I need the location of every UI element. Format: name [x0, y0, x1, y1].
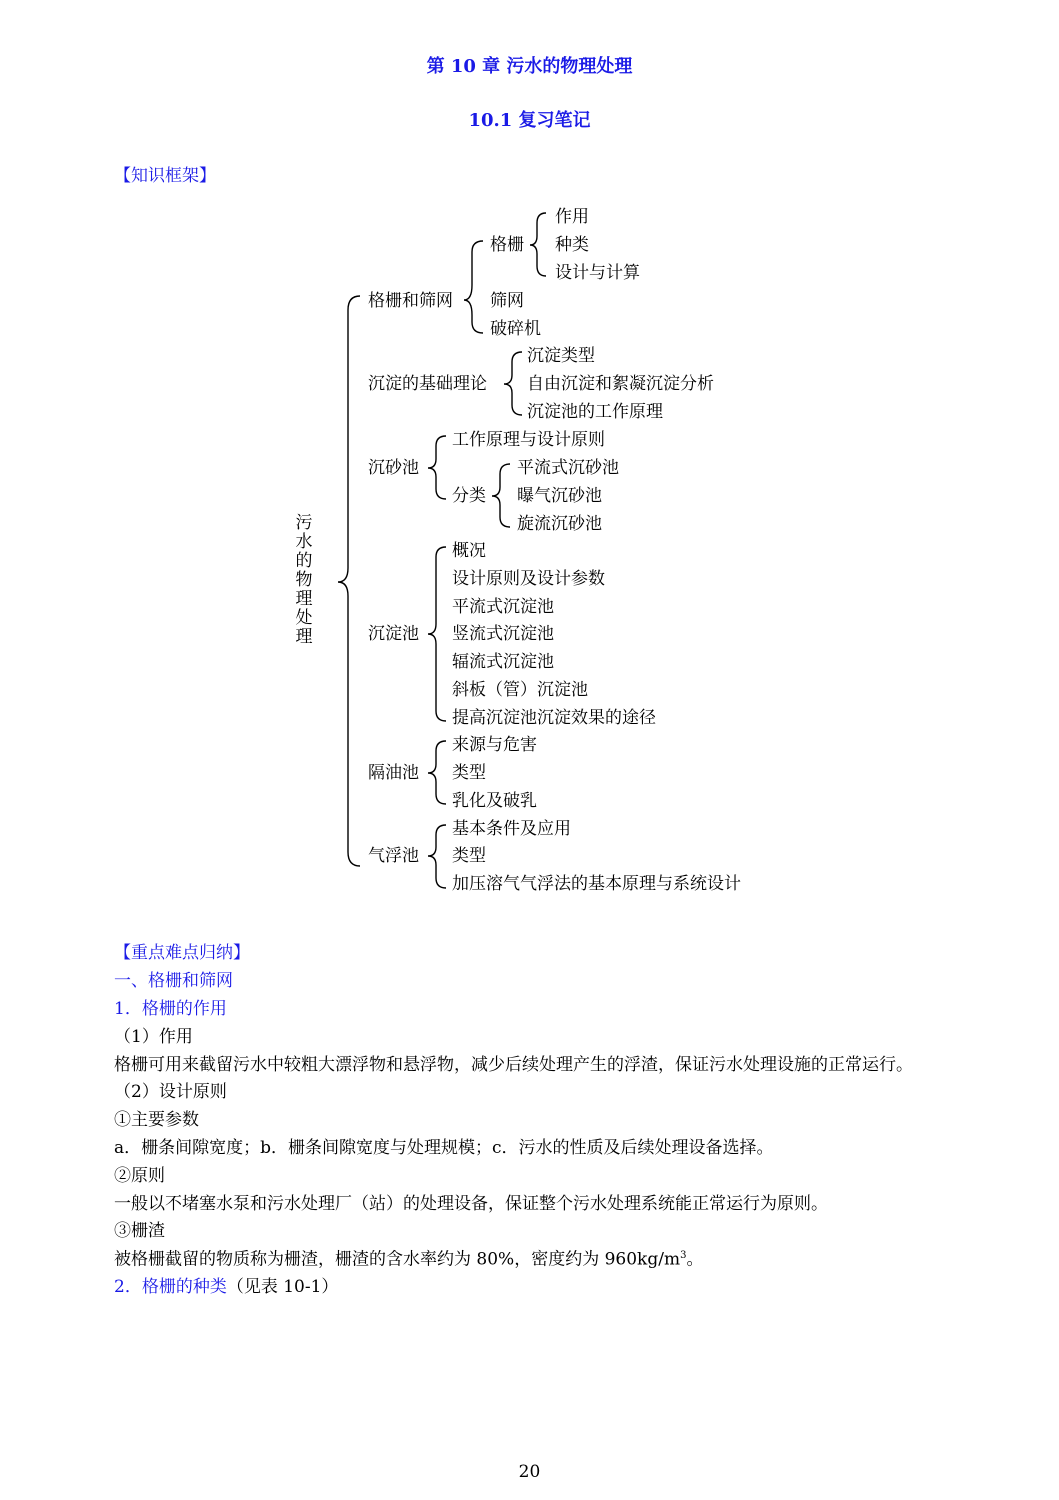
root-char: 理	[295, 589, 313, 609]
point-title: ③栅渣	[114, 1221, 165, 1241]
node-item: 乳化及破乳	[452, 791, 537, 811]
node-flotation: 气浮池	[368, 846, 419, 866]
node-item: 自由沉淀和絮凝沉淀分析	[527, 374, 714, 394]
node-grille-screen: 格栅和筛网	[368, 291, 453, 311]
node-item: 提高沉淀池沉淀效果的途径	[452, 708, 656, 728]
node-sedimentation-theory: 沉淀的基础理论	[368, 374, 487, 394]
node-grit-chamber: 沉砂池	[368, 458, 419, 478]
root-char: 污	[295, 513, 313, 533]
node-item: 设计与计算	[555, 263, 640, 283]
superscript: 3	[680, 1250, 687, 1261]
paragraph: 一般以不堵塞水泵和污水处理厂（站）的处理设备，保证整个污水处理系统能正常运行为原则。	[114, 1194, 828, 1214]
node-item: 加压溶气气浮法的基本原理与系统设计	[452, 874, 741, 894]
node-grille: 格栅	[490, 235, 524, 255]
paragraph-text: 被格栅截留的物质称为栅渣，栅渣的含水率约为 80%，密度约为 960kg/m	[114, 1249, 681, 1270]
node-classify: 分类	[452, 486, 486, 506]
section-title: 10.1 复习笔记	[468, 110, 591, 131]
node-item: 曝气沉砂池	[517, 486, 602, 506]
node-item: 旋流沉砂池	[517, 514, 602, 534]
oil-bracket	[428, 741, 446, 804]
node-oil-separator: 隔油池	[368, 763, 419, 783]
node-item: 工作原理与设计原则	[452, 430, 605, 450]
node-item: 类型	[452, 763, 486, 783]
root-char: 理	[295, 627, 313, 647]
node-item: 斜板（管）沉淀池	[452, 680, 588, 700]
node-item: 竖流式沉淀池	[452, 624, 554, 644]
root-char: 处	[295, 608, 313, 628]
paragraph	[114, 1251, 703, 1269]
node-item: 来源与危害	[452, 735, 537, 755]
node-item: 平流式沉淀池	[452, 597, 554, 617]
node-item: 作用	[555, 207, 589, 227]
item-title: （1）作用	[114, 1027, 193, 1047]
framework-heading: 【知识框架】	[114, 166, 216, 186]
page-number: 20	[518, 1462, 541, 1482]
subsection-title: 2．格栅的种类	[114, 1277, 227, 1297]
node-settling-tank: 沉淀池	[368, 624, 419, 644]
main-bracket	[338, 296, 360, 866]
paragraph: 格栅可用来截留污水中较粗大漂浮物和悬浮物，减少后续处理产生的浮渣，保证污水处理设施的正常运行。	[114, 1055, 913, 1075]
node-item: 沉淀类型	[527, 346, 595, 366]
chapter-title: 第 10 章 污水的物理处理	[426, 56, 633, 77]
grit-bracket	[428, 436, 446, 499]
table-reference: （见表 10-1）	[226, 1277, 339, 1297]
node-item: 平流式沉砂池	[517, 458, 619, 478]
theory-bracket	[504, 352, 522, 415]
node-item: 概况	[452, 541, 486, 561]
grille-screen-bracket	[464, 241, 483, 333]
root-char: 水	[295, 532, 313, 552]
item-title: （2）设计原则	[114, 1082, 227, 1102]
paragraph-text: 。	[686, 1249, 704, 1270]
point-title: ①主要参数	[114, 1110, 199, 1130]
point-title: ②原则	[114, 1166, 165, 1186]
classify-bracket	[492, 464, 510, 527]
keypoints-heading: 【重点难点归纳】	[114, 943, 250, 963]
subsection-heading-2	[114, 1279, 338, 1296]
flotation-bracket	[428, 825, 446, 888]
paragraph: a．栅条间隙宽度；b．栅条间隙宽度与处理规模；c．污水的性质及后续处理设备选择。	[114, 1138, 774, 1158]
subsection-heading: 1．格栅的作用	[114, 999, 227, 1019]
node-item: 沉淀池的工作原理	[527, 402, 663, 422]
node-item: 类型	[452, 846, 486, 866]
node-item: 基本条件及应用	[452, 819, 571, 839]
settling-bracket	[428, 547, 446, 721]
section-heading: 一、格栅和筛网	[114, 971, 233, 991]
node-item: 辐流式沉淀池	[452, 652, 554, 672]
root-char: 物	[295, 570, 313, 590]
grille-bracket	[530, 213, 546, 276]
node-item: 设计原则及设计参数	[452, 569, 605, 589]
node-crusher: 破碎机	[490, 319, 541, 339]
node-item: 种类	[555, 235, 589, 255]
node-screen: 筛网	[490, 291, 524, 311]
root-char: 的	[295, 551, 313, 571]
